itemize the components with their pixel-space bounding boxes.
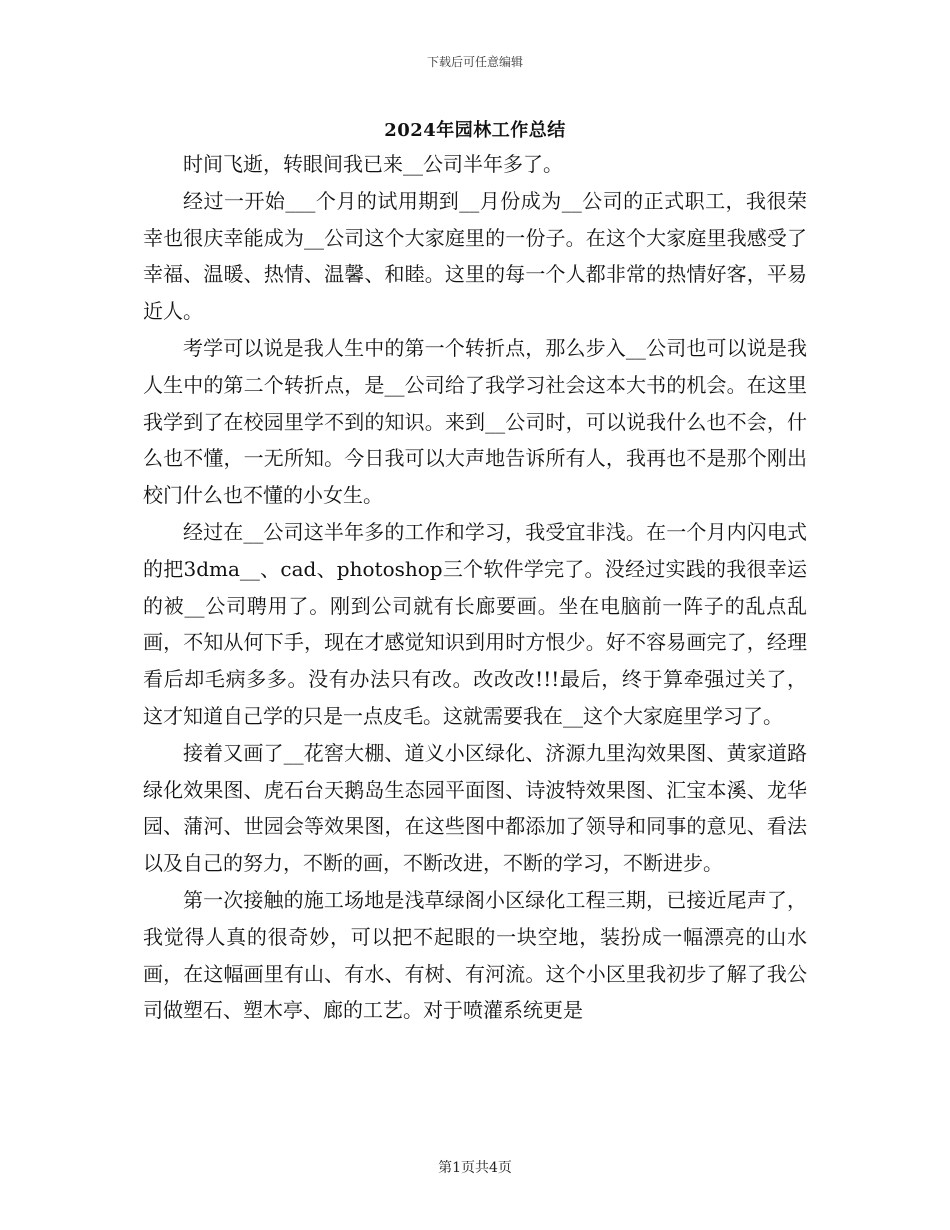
paragraph: 接着又画了__花窖大棚、道义小区绿化、济源九里沟效果图、黄家道路绿化效果图、虎石台天鹅岛生态园平面图、诗波特效果图、汇宝本溪、龙华园、蒲河、世园会等效果图，在这些图中都添加了领导和同事的意见、看法以及自己的努力，不断的画，不断改进，不断的学习，不断进步。	[143, 740, 807, 876]
document-title: 2024年园林工作总结	[384, 120, 566, 141]
paragraph: 第一次接触的施工场地是浅草绿阁小区绿化工程三期，已接近尾声了，我觉得人真的很奇妙，可以把不起眼的一块空地，装扮成一幅漂亮的山水画，在这幅画里有山、有水、有树、有河流。这个小区里我初步了解了我公司做塑石、塑木亭、廊的工艺。对于喷灌系统更是	[143, 887, 807, 1023]
paragraph: 经过在__公司这半年多的工作和学习，我受宜非浅。在一个月内闪电式的把3dma__、cad、photoshop三个软件学完了。没经过实践的我很幸运的被__公司聘用了。刚到公司就有长廊要画。坐在电脑前一阵子的乱点乱画，不知从何下手，现在才感觉知识到用时方恨少。好不容易画完了，经理看后却毛病多多。没有办法只有改。改改改!!!最后，终于算牵强过关了，这才知道自己学的只是一点皮毛。这就需要我在__这个大家庭里学习了。	[143, 519, 807, 728]
paragraph: 经过一开始___个月的试用期到__月份成为__公司的正式职工，我很荣幸也很庆幸能成为__公司这个大家庭里的一份子。在这个大家庭里我感受了幸福、温暖、热情、温馨、和睦。这里的每一个人都非常的热情好客，平易近人。	[143, 188, 807, 324]
document-body	[143, 146, 807, 1029]
paragraph: 时间飞逝，转眼间我已来__公司半年多了。	[183, 152, 563, 176]
paragraph: 考学可以说是我人生中的第一个转折点，那么步入__公司也可以说是我人生中的第二个转折点，是__公司给了我学习社会这本大书的机会。在这里我学到了在校园里学不到的知识。来到__公司时，可以说我什么也不会，什么也不懂，一无所知。今日我可以大声地告诉所有人，我再也不是那个刚出校门什么也不懂的小女生。	[143, 335, 807, 508]
page-indicator: 第1页共4页	[438, 1160, 512, 1176]
header-note: 下载后可任意编辑	[426, 55, 523, 69]
